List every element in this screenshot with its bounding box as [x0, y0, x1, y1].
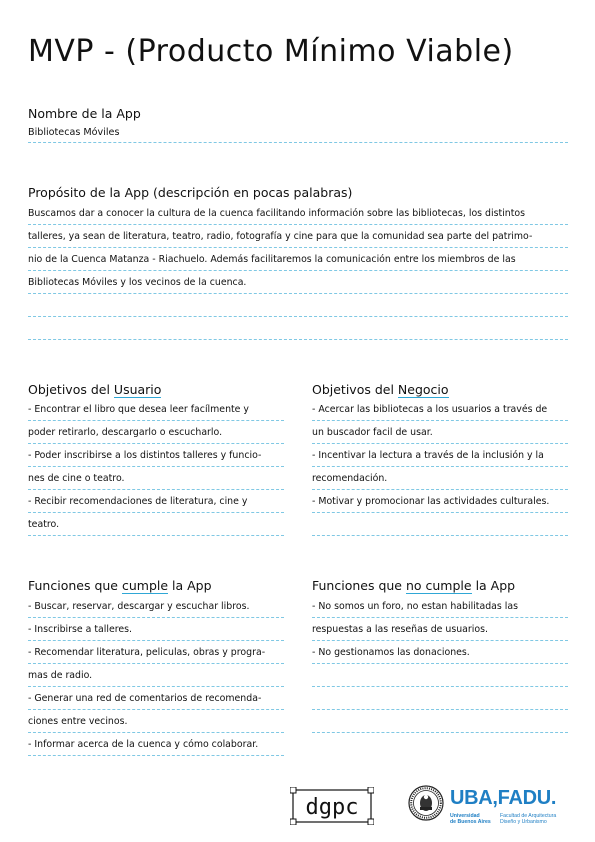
text-line: recomendación.	[312, 467, 568, 490]
business-goals-heading-emph: Negocio	[397, 382, 449, 397]
text-line: nio de la Cuenca Matanza - Riachuelo. Además facilitaremos la comunicación entre los miembros de las	[28, 248, 568, 271]
functions-no-heading-suffix: la App	[471, 578, 516, 593]
user-goals-heading-prefix: Objetivos del	[28, 382, 114, 397]
text-line: - No somos un foro, no estan habilitadas las	[312, 595, 568, 618]
text-line: respuestas a las reseñas de usuarios.	[312, 618, 568, 641]
text-line: - Buscar, reservar, descargar y escuchar libros.	[28, 595, 284, 618]
text-line: - Encontrar el libro que desea leer facílmente y	[28, 398, 284, 421]
text-line	[312, 710, 568, 733]
fadu-faculty-label: Facultad de Arquitectura Diseño y Urbanismo	[500, 813, 557, 825]
uba-fadu-wordmark	[450, 787, 557, 825]
text-line: - Recibir recomendaciones de literatura, cine y	[28, 490, 284, 513]
business-goals-heading	[312, 382, 449, 397]
text-line: - Inscribirse a talleres.	[28, 618, 284, 641]
text-line: - No gestionamos las donaciones.	[312, 641, 568, 664]
text-line: - Informar acerca de la cuenca y cómo colaborar.	[28, 733, 284, 756]
page-title: MVP - (Producto Mínimo Viable)	[28, 34, 514, 69]
text-line: - Motivar y promocionar las actividades culturales.	[312, 490, 568, 513]
functions-yes-heading-prefix: Funciones que	[28, 578, 122, 593]
text-line: Buscamos dar a conocer la cultura de la cuenca facilitando información sobre las bibliotecas, los distintos	[28, 202, 568, 225]
text-line: - Generar una red de comentarios de recomenda-	[28, 687, 284, 710]
functions-no-heading-prefix: Funciones que	[312, 578, 406, 593]
text-line: nes de cine o teatro.	[28, 467, 284, 490]
dgpc-logo	[290, 787, 374, 825]
text-line: talleres, ya sean de literatura, teatro, radio, fotografía y cine para que la comunidad sea parte del patrimo-	[28, 225, 568, 248]
user-goals-heading-emph: Usuario	[113, 382, 162, 397]
purpose-heading: Propósito de la App (descripción en pocas palabras)	[28, 185, 353, 200]
business-goals-lines	[312, 398, 568, 536]
text-line	[312, 687, 568, 710]
app-name-field	[28, 123, 568, 143]
user-goals-heading	[28, 382, 161, 397]
business-goals-heading-prefix: Objetivos del	[312, 382, 398, 397]
text-line: ciones entre vecinos.	[28, 710, 284, 733]
purpose-lines	[28, 202, 568, 340]
user-goals-lines	[28, 398, 284, 536]
text-line	[312, 664, 568, 687]
dgpc-logo-text: dgpc	[305, 795, 359, 820]
text-line	[28, 294, 568, 317]
text-line: - Recomendar literatura, peliculas, obras y progra-	[28, 641, 284, 664]
text-line: - Poder inscribirse a los distintos talleres y funcio-	[28, 444, 284, 467]
text-line: un buscador facil de usar.	[312, 421, 568, 444]
text-line	[312, 513, 568, 536]
functions-no-lines	[312, 595, 568, 733]
functions-yes-heading	[28, 578, 212, 593]
text-line: - Incentivar la lectura a través de la inclusión y la	[312, 444, 568, 467]
uba-university-label: Universidad de Buenos Aires	[450, 813, 491, 825]
functions-no-heading-emph: no cumple	[405, 578, 472, 593]
text-line: Bibliotecas Móviles y los vecinos de la cuenca.	[28, 271, 568, 294]
text-line: teatro.	[28, 513, 284, 536]
functions-yes-heading-emph: cumple	[121, 578, 169, 593]
uba-fadu-name: UBA,FADU.	[450, 787, 557, 809]
text-line: mas de radio.	[28, 664, 284, 687]
app-name-value: Bibliotecas Móviles	[28, 123, 568, 143]
uba-seal-icon	[408, 785, 444, 821]
functions-no-heading	[312, 578, 515, 593]
text-line: - Acercar las bibliotecas a los usuarios a través de	[312, 398, 568, 421]
functions-yes-lines	[28, 595, 284, 756]
text-line: poder retirarlo, descargarlo o escucharlo.	[28, 421, 284, 444]
app-name-heading: Nombre de la App	[28, 106, 141, 121]
functions-yes-heading-suffix: la App	[168, 578, 212, 593]
text-line	[28, 317, 568, 340]
